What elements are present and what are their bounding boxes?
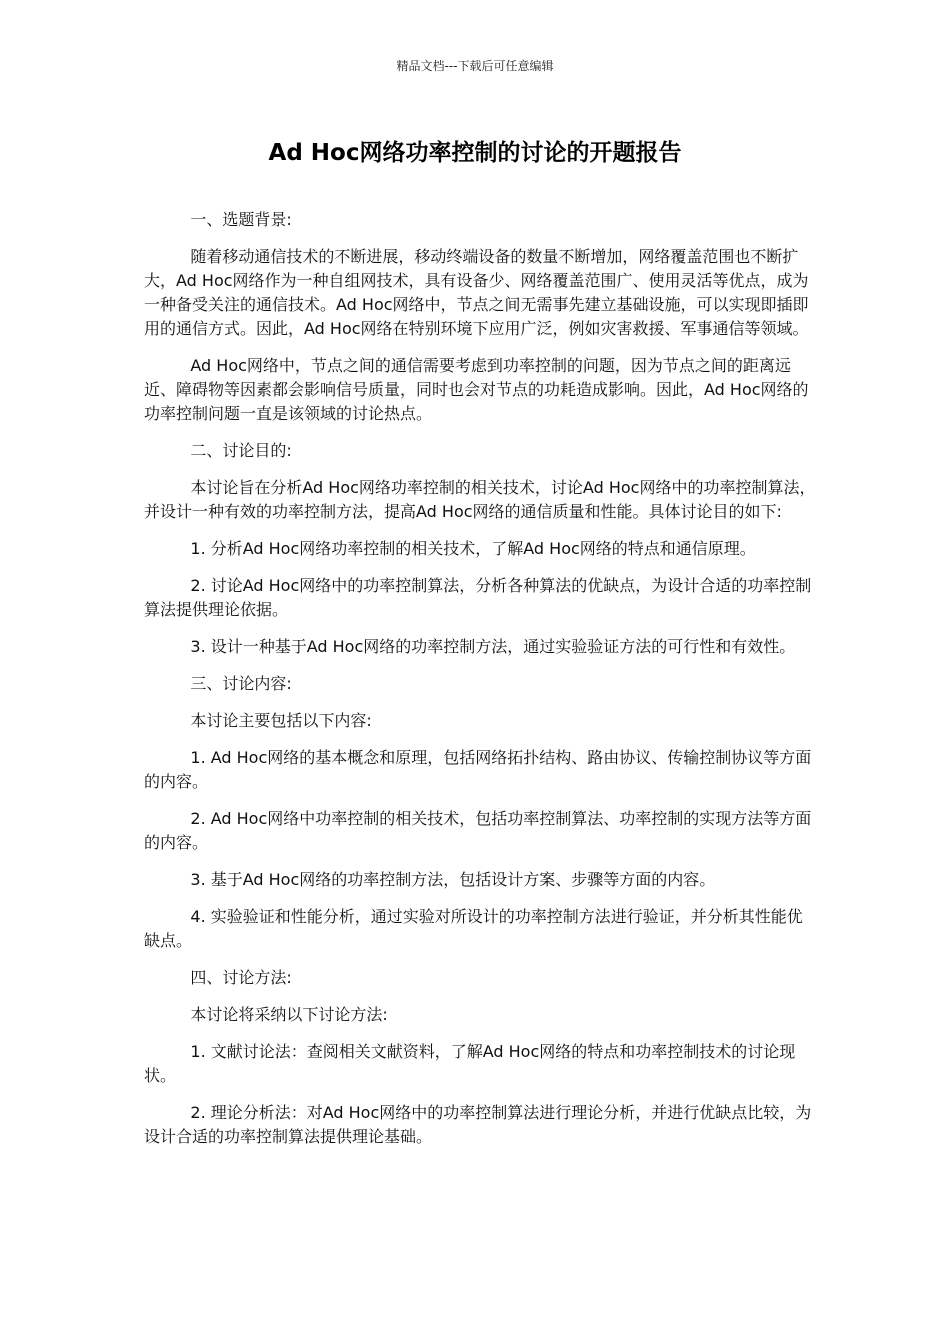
paragraph-method-intro: 本讨论将采纳以下讨论方法: (190, 1005, 388, 1024)
list-item-content-3: 3. 基于Ad Hoc网络的功率控制方法，包括设计方案、步骤等方面的内容。 (190, 870, 716, 889)
document-body (144, 208, 816, 1162)
list-item-method-1: 1. 文献讨论法：查阅相关文献资料，了解Ad Hoc网络的特点和功率控制技术的讨论现状。 (144, 1042, 796, 1085)
section-heading-method: 四、讨论方法: (190, 968, 292, 987)
list-item-purpose-3: 3. 设计一种基于Ad Hoc网络的功率控制方法，通过实验验证方法的可行性和有效性。 (190, 637, 796, 656)
page-header: 精品文档---下载后可任意编辑 (396, 59, 554, 73)
list-item-purpose-1: 1. 分析Ad Hoc网络功率控制的相关技术，了解Ad Hoc网络的特点和通信原理。 (190, 539, 756, 558)
paragraph-purpose-intro: 本讨论旨在分析Ad Hoc网络功率控制的相关技术，讨论Ad Hoc网络中的功率控制算法，并设计一种有效的功率控制方法，提高Ad Hoc网络的通信质量和性能。具体讨论目的如下: (144, 478, 816, 521)
section-heading-background: 一、选题背景: (190, 210, 292, 229)
list-item-method-2: 2. 理论分析法：对Ad Hoc网络中的功率控制算法进行理论分析，并进行优缺点比较，为设计合适的功率控制算法提供理论基础。 (144, 1103, 812, 1146)
section-heading-purpose: 二、讨论目的: (190, 441, 292, 460)
list-item-content-4: 4. 实验验证和性能分析，通过实验对所设计的功率控制方法进行验证，并分析其性能优缺点。 (144, 907, 803, 950)
section-heading-content: 三、讨论内容: (190, 674, 292, 693)
list-item-content-1: 1. Ad Hoc网络的基本概念和原理，包括网络拓扑结构、路由协议、传输控制协议等方面的内容。 (144, 748, 812, 791)
paragraph-content-intro: 本讨论主要包括以下内容: (190, 711, 372, 730)
list-item-content-2: 2. Ad Hoc网络中功率控制的相关技术，包括功率控制算法、功率控制的实现方法等方面的内容。 (144, 809, 812, 852)
document-title: Ad Hoc网络功率控制的讨论的开题报告 (268, 140, 682, 166)
paragraph-background-1: 随着移动通信技术的不断进展，移动终端设备的数量不断增加，网络覆盖范围也不断扩大，Ad Hoc网络作为一种自组网技术，具有设备少、网络覆盖范围广、使用灵活等优点，成为一种备受关注的通信技术。Ad Hoc网络中，节点之间无需事先建立基础设施，可以实现即插即用的通信方式。因此，Ad Hoc网络在特别环境下应用广泛，例如灾害救援、军事通信等领域。 (144, 247, 809, 338)
list-item-purpose-2: 2. 讨论Ad Hoc网络中的功率控制算法，分析各种算法的优缺点，为设计合适的功率控制算法提供理论依据。 (144, 576, 812, 619)
paragraph-background-2: Ad Hoc网络中，节点之间的通信需要考虑到功率控制的问题，因为节点之间的距离远近、障碍物等因素都会影响信号质量，同时也会对节点的功耗造成影响。因此，Ad Hoc网络的功率控制问题一直是该领域的讨论热点。 (144, 356, 809, 423)
